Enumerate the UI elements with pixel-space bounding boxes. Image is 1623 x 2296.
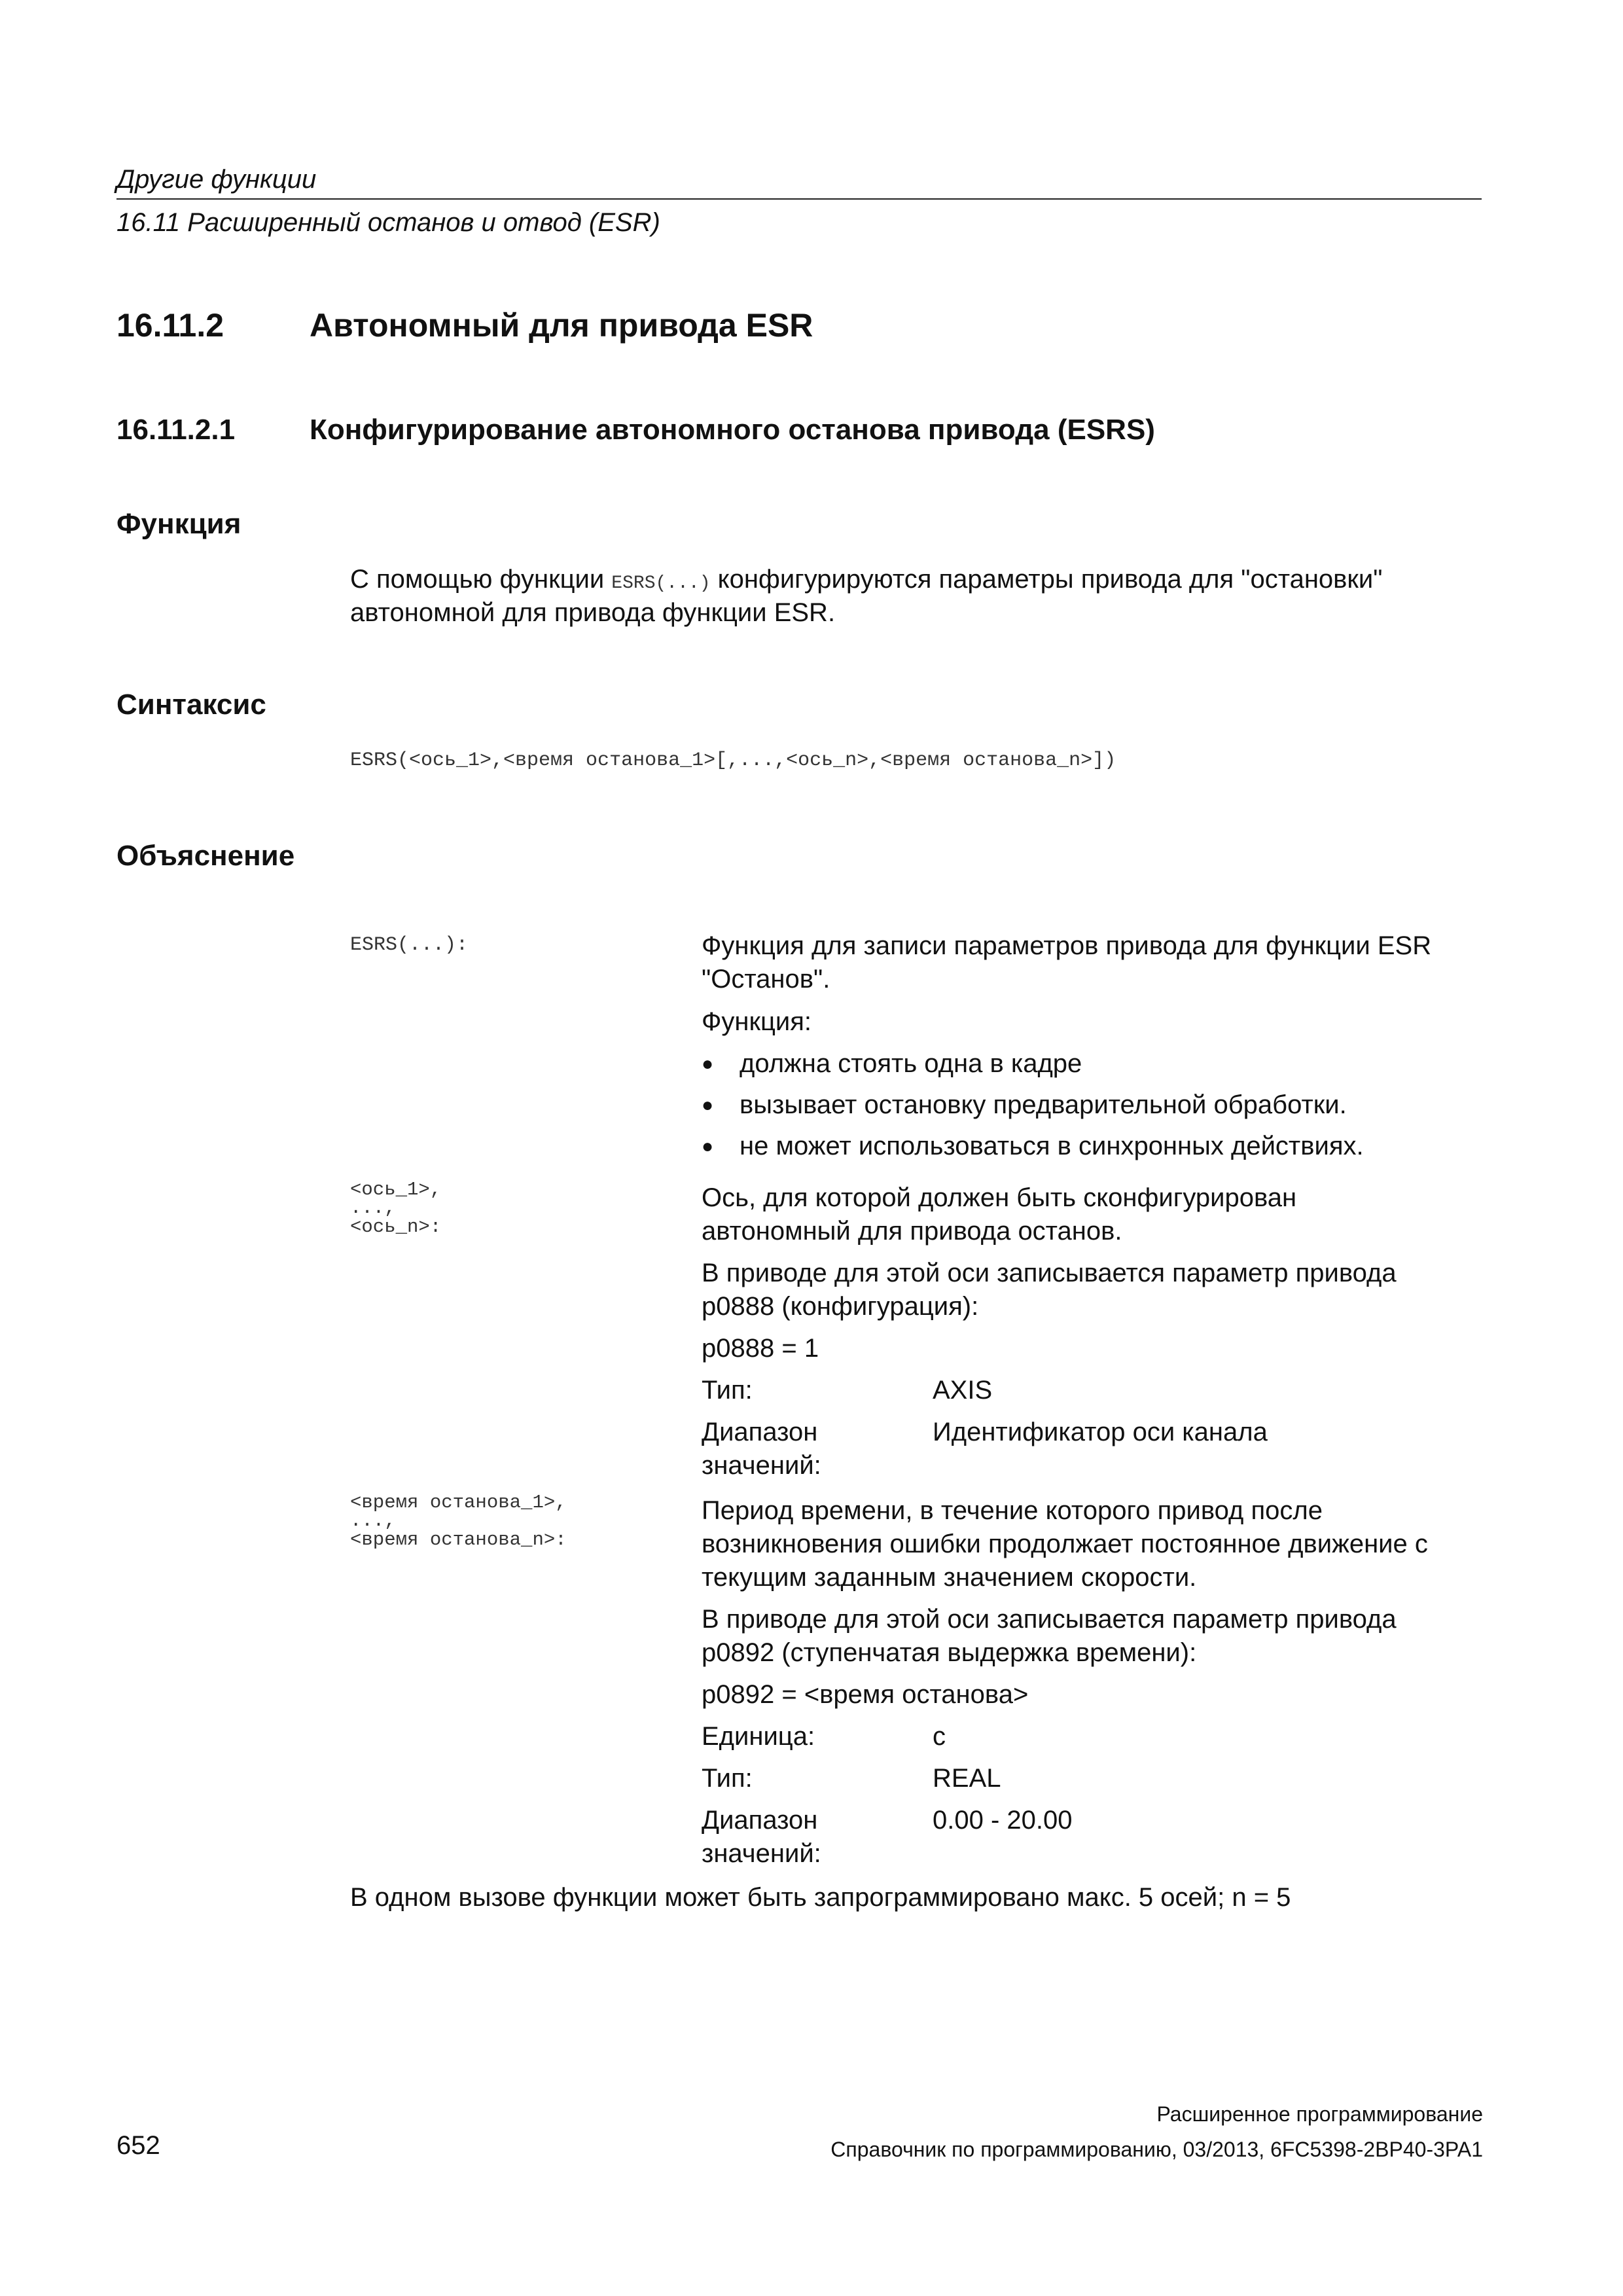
time-unit-value: с <box>933 1722 946 1751</box>
bullet-icon: ● <box>702 1136 714 1157</box>
subsection-number: 16.11.2.1 <box>116 414 236 446</box>
time-desc-line5: p0892 (ступенчатая выдержка времени): <box>702 1638 1197 1667</box>
axis-desc-line4: p0888 (конфигурация): <box>702 1292 979 1321</box>
header-rule <box>116 198 1482 200</box>
syntax-code: ESRS(<ось_1>,<время останова_1>[,...,<ось_n>,<время останова_n>]) <box>350 749 1116 772</box>
function-code: ESRS(...) <box>611 573 711 594</box>
axis-range-label-1: Диапазон <box>702 1418 818 1446</box>
term-esrs: ESRS(...): <box>350 934 469 956</box>
esrs-desc-line1: Функция для записи параметров привода для функции ESR <box>702 931 1432 960</box>
function-text-before: С помощью функции <box>350 565 612 594</box>
axis-type-label: Тип: <box>702 1376 753 1405</box>
time-range-value: 0.00 - 20.00 <box>933 1806 1073 1835</box>
time-desc-line4: В приводе для этой оси записывается параметр привода <box>702 1605 1397 1634</box>
esrs-function-label: Функция: <box>702 1007 812 1036</box>
time-desc-line3: текущим заданным значением скорости. <box>702 1563 1197 1592</box>
subsection-title: Конфигурирование автономного останова привода (ESRS) <box>310 414 1155 446</box>
footer-book-title: Расширенное программирование <box>1156 2102 1483 2126</box>
time-range-label-1: Диапазон <box>702 1806 818 1835</box>
running-header-chapter: Другие функции <box>116 165 317 194</box>
syntax-heading: Синтаксис <box>116 689 266 721</box>
esrs-desc-line2: "Останов". <box>702 965 830 994</box>
section-number: 16.11.2 <box>116 307 224 344</box>
term-axis: <ось_1>, ..., <ось_n>: <box>350 1179 442 1238</box>
time-range-label-2: значений: <box>702 1839 821 1868</box>
function-heading: Функция <box>116 508 241 540</box>
time-type-value: REAL <box>933 1764 1001 1793</box>
axis-range-label-2: значений: <box>702 1451 821 1480</box>
time-type-label: Тип: <box>702 1764 753 1793</box>
time-unit-label: Единица: <box>702 1722 815 1751</box>
function-text-after: конфигурируются параметры привода для "остановки" <box>710 565 1383 594</box>
time-param: p0892 = <время останова> <box>702 1680 1029 1709</box>
section-title: Автономный для привода ESR <box>310 307 813 344</box>
page-number: 652 <box>116 2131 160 2160</box>
function-paragraph <box>350 563 1382 600</box>
explanation-note: В одном вызове функции может быть запрограммировано макс. 5 осей; n = 5 <box>350 1883 1291 1912</box>
axis-desc-line1: Ось, для которой должен быть сконфигурирован <box>702 1183 1297 1212</box>
axis-type-value: AXIS <box>933 1376 993 1405</box>
explanation-heading: Объяснение <box>116 840 295 872</box>
bullet-icon: ● <box>702 1053 714 1075</box>
axis-range-value: Идентификатор оси канала <box>933 1418 1268 1446</box>
running-header-section: 16.11 Расширенный останов и отвод (ESR) <box>116 208 660 237</box>
time-desc-line1: Период времени, в течение которого привод после <box>702 1496 1323 1525</box>
footer-manual-info: Справочник по программированию, 03/2013, 6FC5398-2BP40-3PA1 <box>830 2138 1483 2161</box>
function-paragraph-line2: автономной для привода функции ESR. <box>350 598 836 627</box>
axis-param: p0888 = 1 <box>702 1334 819 1363</box>
axis-desc-line2: автономный для привода останов. <box>702 1217 1122 1246</box>
axis-desc-line3: В приводе для этой оси записывается параметр привода <box>702 1259 1397 1287</box>
bullet-icon: ● <box>702 1094 714 1116</box>
term-stop-time: <время останова_1>, ..., <время останова_n>: <box>350 1492 567 1551</box>
time-desc-line2: возникновения ошибки продолжает постоянное движение с <box>702 1530 1428 1558</box>
